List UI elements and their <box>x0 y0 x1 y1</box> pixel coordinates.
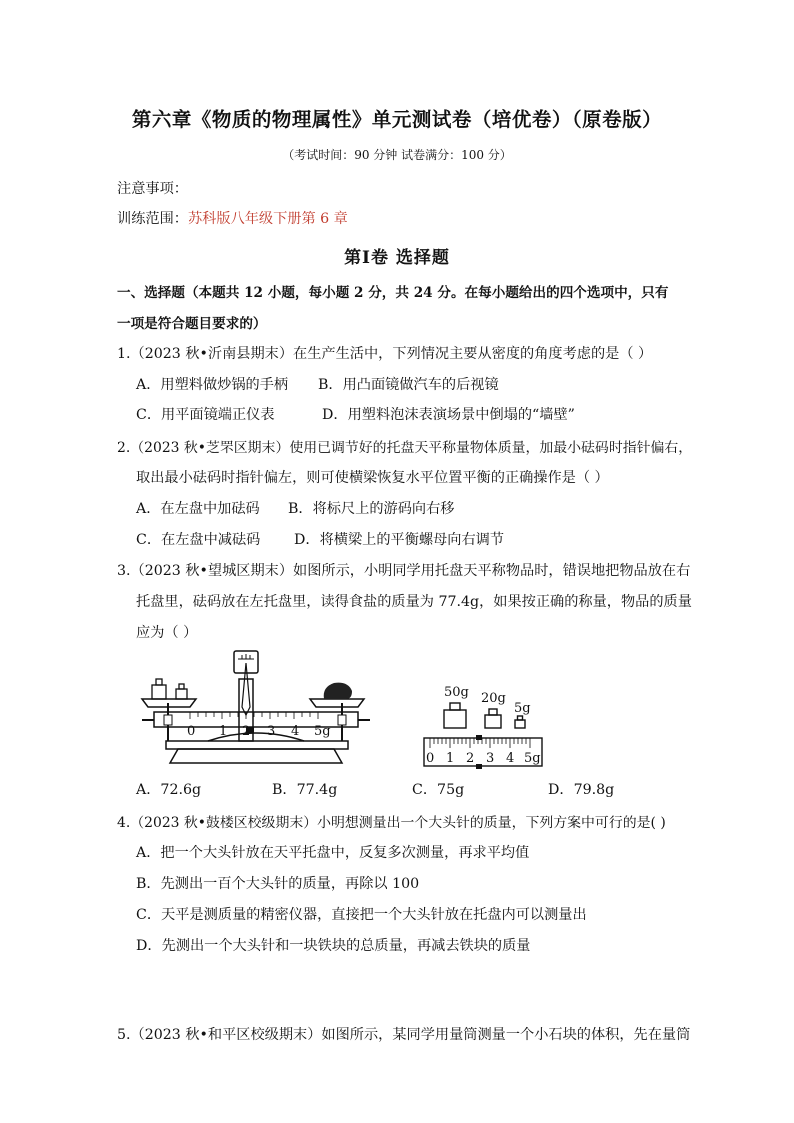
balance-tick-4: 4 <box>291 724 300 739</box>
balance-tick-5g: 5g <box>314 724 331 739</box>
weight-20g-label: 20g <box>481 691 506 706</box>
balance-tick-3: 3 <box>267 724 276 739</box>
q3-option-d: D．79.8g <box>548 782 615 798</box>
weight-5g <box>515 720 525 728</box>
q2-option-b: B．将标尺上的游码向右移 <box>288 501 455 517</box>
q3-option-c: C．75g <box>412 782 465 798</box>
balance-tick-1: 1 <box>219 724 228 739</box>
part-instruction-line1: 一、选择题（本题共 12 小题，每小题 2 分，共 24 分。在每小题给出的四个选项中，只有 <box>117 285 669 301</box>
question-1-stem: 1.（2023 秋•沂南县期末）在生产生活中，下列情况主要从密度的角度考虑的是（ ） <box>117 346 653 362</box>
scale-tick-5g: 5g <box>524 751 541 766</box>
question-2-stem-line1: 2.（2023 秋•芝罘区期末）使用已调节好的托盘天平称量物体质量，加最小砝码时指针偏右， <box>117 440 693 456</box>
weight-5g-label: 5g <box>514 701 531 716</box>
question-3-stem-line2: 托盘里，砝码放在左托盘里，读得食盐的质量为 77.4g，如果按正确的称量，物品的质量 <box>136 594 692 610</box>
scale-tick-3: 3 <box>486 751 495 766</box>
range-value: 苏科版八年级下册第 6 章 <box>187 211 348 227</box>
question-3-stem-line3: 应为（ ） <box>136 625 198 641</box>
q4-option-b: B．先测出一百个大头针的质量，再除以 100 <box>136 876 420 892</box>
weight-50g <box>444 710 466 728</box>
q4-option-d: D．先测出一个大头针和一块铁块的总质量，再减去铁块的质量 <box>136 938 531 954</box>
rider-bottom <box>476 764 482 769</box>
q1-option-c: C．用平面镜端正仪表 <box>136 407 275 423</box>
question-3-stem-line1: 3.（2023 秋•望城区期末）如图所示，小明同学用托盘天平称物品时，错误地把物品放在右 <box>117 563 691 579</box>
page-title: 第六章《物质的物理属性》单元测试卷（培优卷）（原卷版） <box>131 108 663 131</box>
training-range <box>117 208 348 228</box>
q2-option-a: A．在左盘中加砝码 <box>136 501 260 517</box>
q4-option-c: C．天平是测质量的精密仪器，直接把一个大头针放在托盘内可以测量出 <box>136 907 587 923</box>
section-title: 第Ⅰ卷 选择题 <box>344 248 450 268</box>
q3-option-b: B．77.4g <box>272 782 338 798</box>
scale-tick-2: 2 <box>466 751 475 766</box>
q1-option-b: B．用凸面镜做汽车的后视镜 <box>318 377 499 393</box>
weight-50g-label: 50g <box>444 685 469 700</box>
q3-option-a: A．72.6g <box>136 782 202 798</box>
balance-figure <box>138 645 374 767</box>
q2-option-c: C．在左盘中减砝码 <box>136 532 261 548</box>
part-instruction-line2: 一项是符合题目要求的） <box>117 316 267 332</box>
question-4-stem: 4.（2023 秋•鼓楼区校级期末）小明想测量出一个大头针的质量，下列方案中可行的是( ) <box>117 815 666 831</box>
weights-scale-figure <box>418 680 548 772</box>
scale-tick-4: 4 <box>506 751 515 766</box>
question-5-stem: 5.（2023 秋•和平区校级期末）如图所示，某同学用量筒测量一个小石块的体积，先在量筒 <box>117 1027 691 1043</box>
question-2-stem-line2: 取出最小砝码时指针偏左，则可使横梁恢复水平位置平衡的正确操作是（ ） <box>136 470 609 486</box>
q1-option-d: D．用塑料泡沫表演场景中倒塌的“墙壁” <box>322 407 575 423</box>
balance-tick-2: 2 <box>242 724 251 739</box>
balance-tick-0: 0 <box>187 724 196 739</box>
q1-option-a: A．用塑料做炒锅的手柄 <box>136 377 289 393</box>
weight-20g <box>485 715 501 728</box>
exam-info: （考试时间：90 分钟 试卷满分：100 分） <box>282 148 512 162</box>
rider-top <box>476 735 482 740</box>
scale-tick-1: 1 <box>446 751 455 766</box>
range-label: 训练范围： <box>117 211 188 227</box>
scale-tick-0: 0 <box>426 751 435 766</box>
q2-option-d: D．将横梁上的平衡螺母向右调节 <box>294 532 505 548</box>
q4-option-a: A．把一个大头针放在天平托盘中，反复多次测量，再求平均值 <box>136 845 530 861</box>
notice-label: 注意事项： <box>117 181 188 197</box>
